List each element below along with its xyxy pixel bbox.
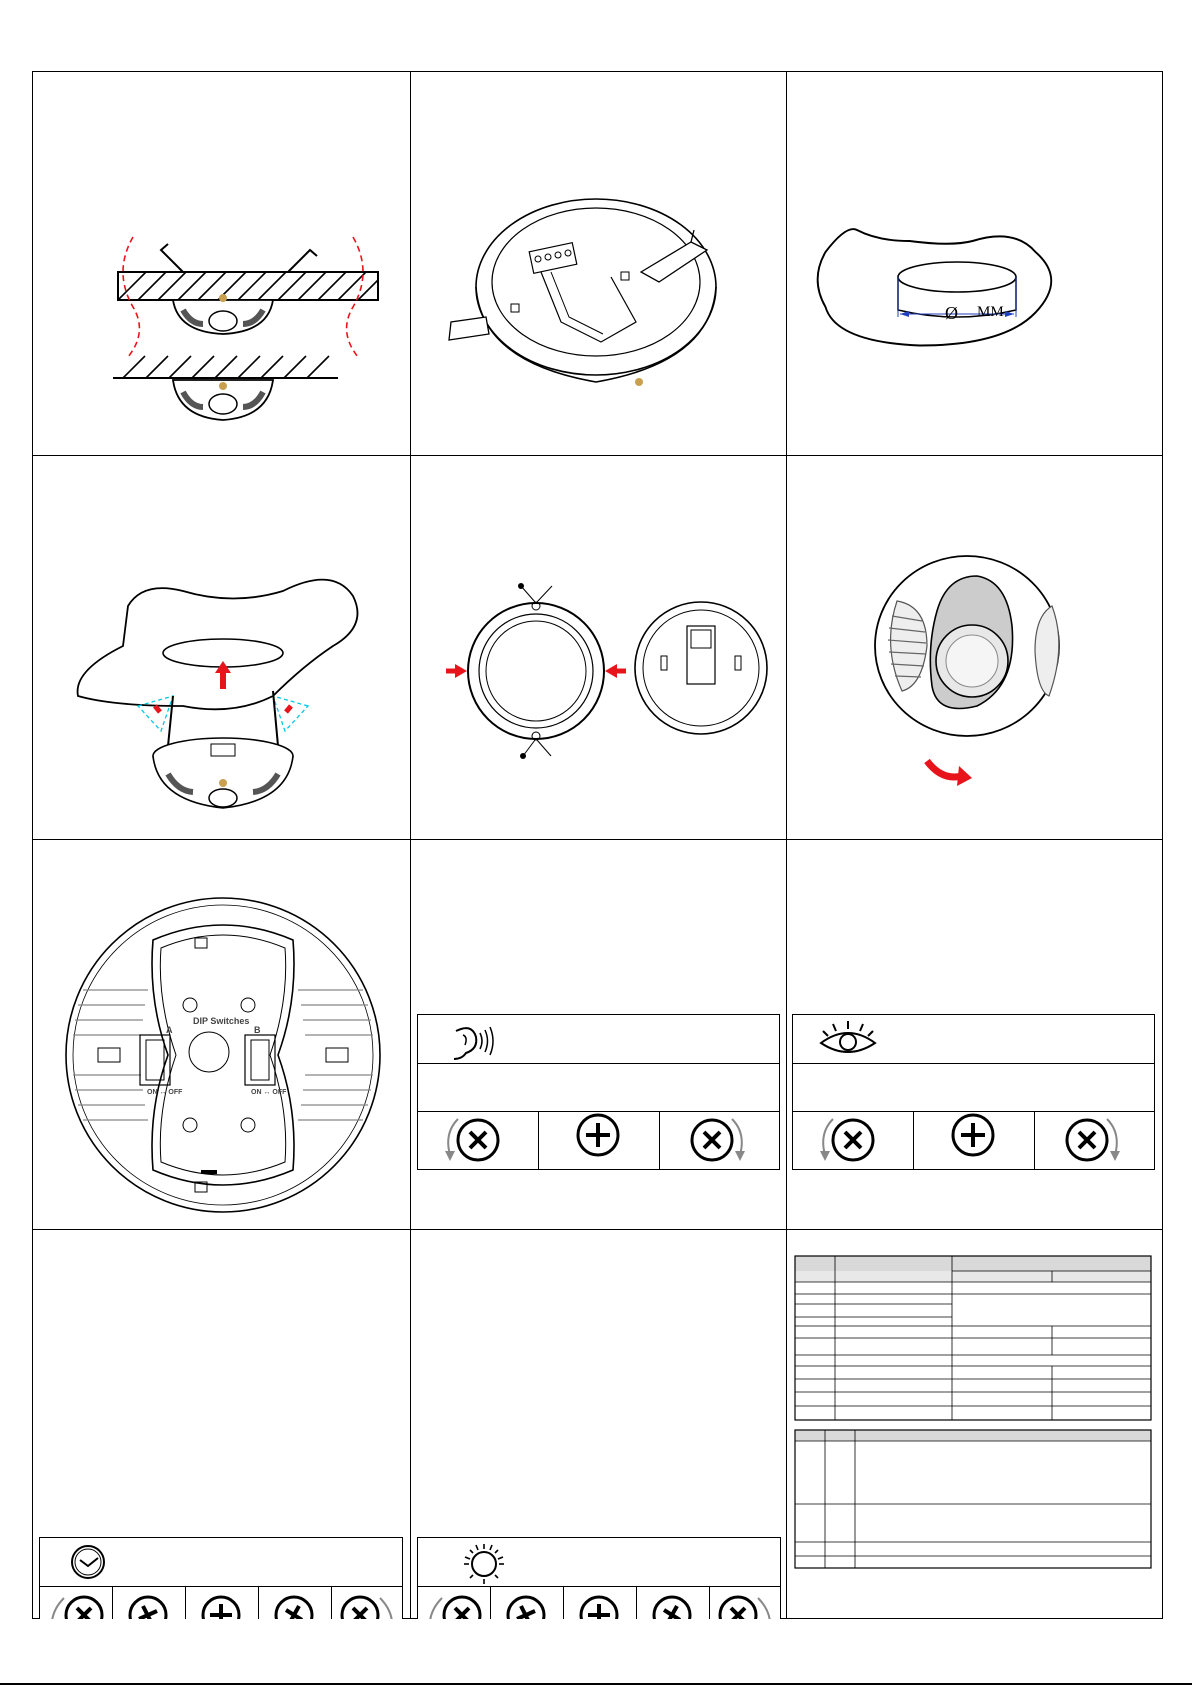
screw-diagonal-icon [130,1597,166,1619]
ear-sound-icon [454,1027,493,1059]
light-level-panel [411,1230,786,1619]
clock-control-table [39,1537,403,1619]
technical-data-table [795,1430,1151,1568]
screw-rotate-cw-icon [1067,1119,1120,1161]
specification-tables [787,1230,1164,1619]
sun-icon [464,1544,504,1584]
sound-control-table [417,1014,780,1170]
screw-rotate-ccw-icon [425,1597,480,1619]
screw-rotate-cw-icon [720,1597,775,1619]
detection-range-panel [787,840,1164,1229]
dip-switch-b-letter: B [254,1025,261,1035]
instruction-sheet [32,71,1163,1619]
screw-diagonal-icon [654,1597,690,1619]
step-mounting-ring-illustration [411,456,786,839]
screw-rotate-cw-icon [342,1597,397,1619]
dip-switch-a-onoff: ON ↔ OFF [147,1089,183,1096]
dip-switch-panel-illustration [33,840,410,1229]
screw-rotate-ccw-icon [820,1119,873,1161]
step-ceiling-mount-illustration [33,72,410,455]
step-rotate-sensor-head-illustration [787,456,1164,839]
dip-switch-a-letter: A [166,1025,173,1035]
eye-control-table [792,1014,1155,1170]
screw-rotate-cw-icon [692,1119,745,1161]
screw-diagonal-icon [276,1597,312,1619]
sun-control-table [417,1537,781,1619]
dip-switch-b-onoff: ON ↔ OFF [251,1089,287,1096]
dip-setting-table [795,1256,1151,1420]
step-insert-into-ceiling-illustration [33,456,410,839]
time-delay-panel [33,1230,410,1619]
dip-switch-title: DIP Switches [193,1016,250,1026]
screw-rotate-ccw-icon [445,1119,498,1161]
clock-icon [72,1546,104,1578]
screw-diagonal-icon [508,1597,544,1619]
step-cutout-hole-illustration [787,72,1164,455]
dimension-unit: MM [977,304,1004,320]
screw-center-icon [578,1115,618,1155]
sound-sensitivity-panel [411,840,786,1229]
screw-center-icon [953,1115,993,1155]
diameter-symbol: Ø [945,303,958,323]
step-sensor-back-illustration [411,72,786,455]
screw-center-icon [203,1597,239,1619]
screw-rotate-ccw-icon [47,1597,102,1619]
screw-center-icon [581,1597,617,1619]
eye-icon [821,1021,875,1052]
